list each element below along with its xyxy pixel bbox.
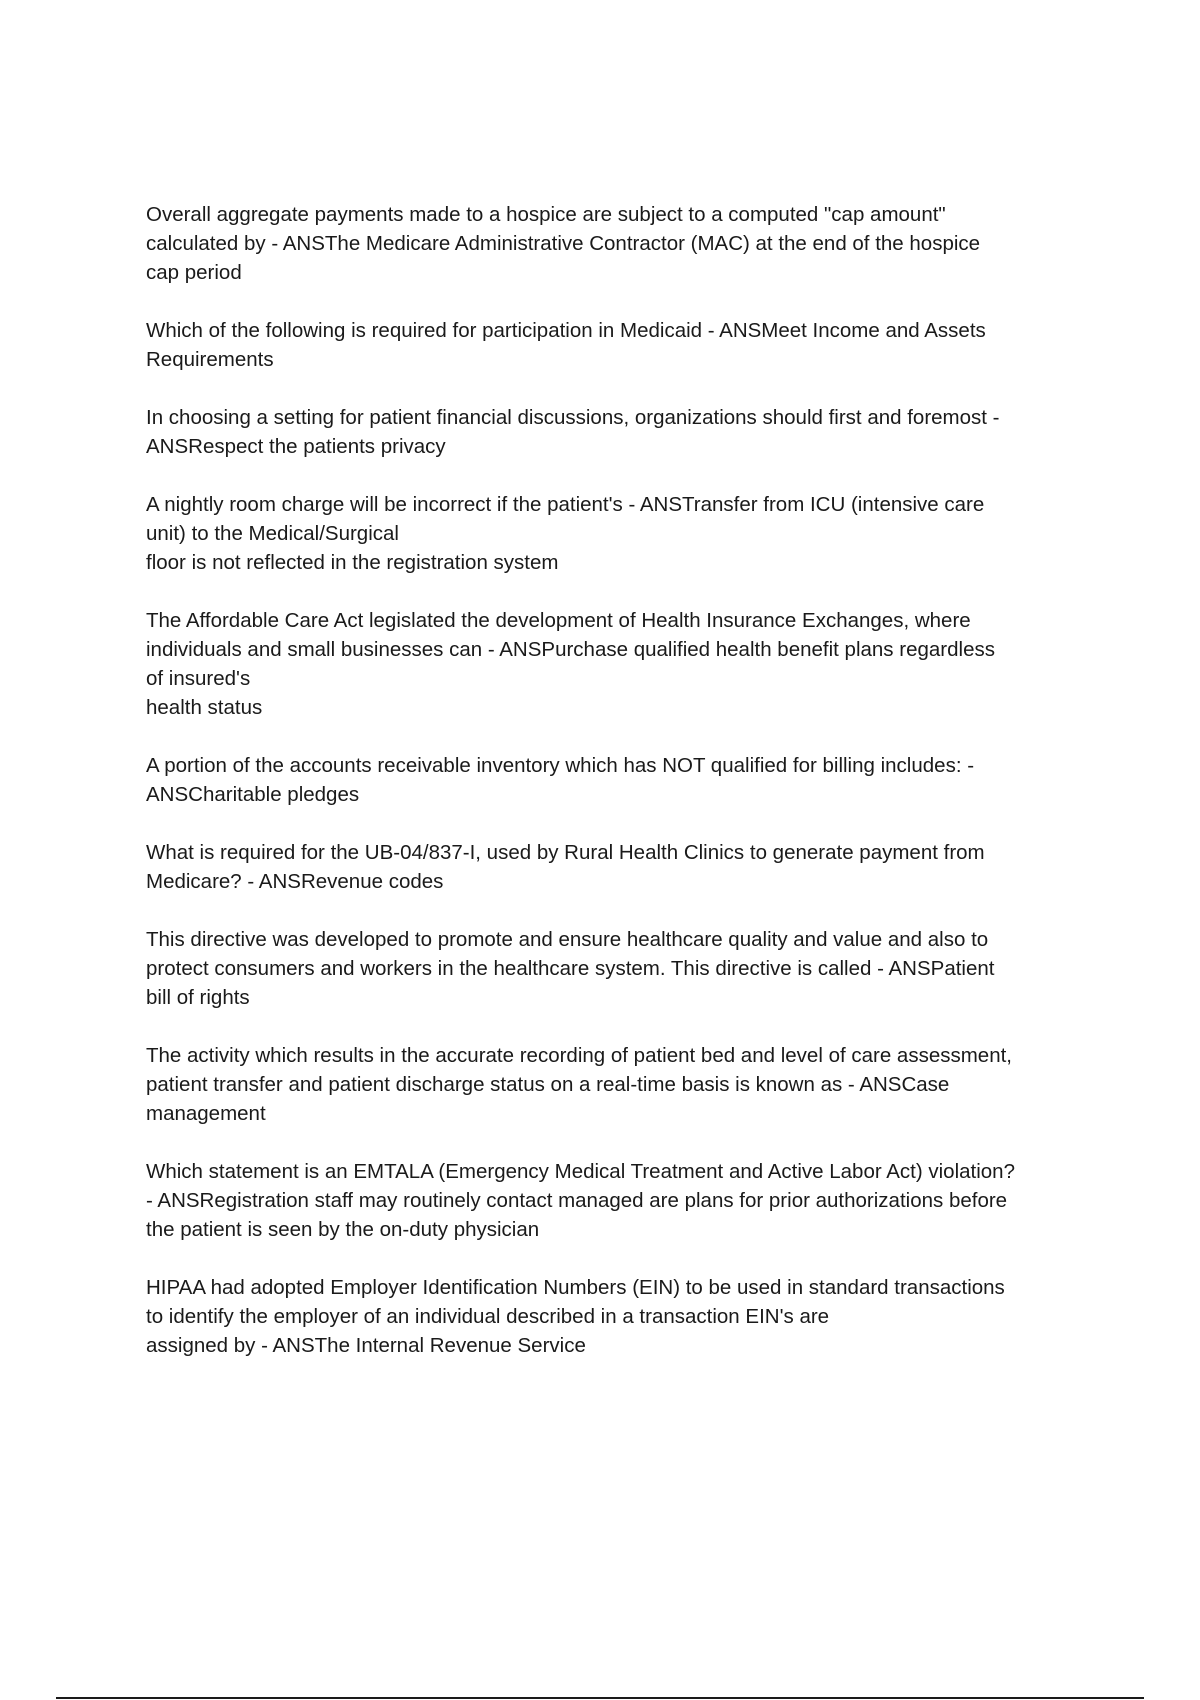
page-bottom-divider [56, 1697, 1144, 1699]
qa-text-line: patient transfer and patient discharge status on a real-time basis is known as - ANSCase [146, 1073, 950, 1096]
qa-text-line: protect consumers and workers in the healthcare system. This directive is called - ANSPatient [146, 957, 995, 980]
qa-entry [146, 751, 1090, 809]
qa-entry [146, 606, 1090, 722]
qa-entry [146, 316, 1090, 374]
qa-text-line: What is required for the UB-04/837-I, used by Rural Health Clinics to generate payment from [146, 841, 985, 864]
qa-text-line: Medicare? - ANSRevenue codes [146, 870, 444, 893]
qa-text-line: ANSCharitable pledges [146, 783, 360, 806]
qa-text-line: A portion of the accounts receivable inventory which has NOT qualified for billing includes: - [146, 754, 975, 777]
qa-text-line: health status [146, 696, 263, 719]
qa-text-line: floor is not reflected in the registration system [146, 551, 559, 574]
qa-entry [146, 490, 1090, 577]
qa-text-line: In choosing a setting for patient financial discussions, organizations should first and foremost - [146, 406, 1000, 429]
qa-entry [146, 200, 1090, 287]
qa-text-line: Overall aggregate payments made to a hospice are subject to a computed "cap amount" [146, 203, 946, 226]
qa-entry [146, 1273, 1090, 1360]
qa-text-line: This directive was developed to promote and ensure healthcare quality and value and also to [146, 928, 989, 951]
qa-text-line: - ANSRegistration staff may routinely contact managed are plans for prior authorizations before [146, 1189, 1008, 1212]
qa-text-line: management [146, 1102, 266, 1125]
qa-entry [146, 1041, 1090, 1128]
document-body [146, 200, 1090, 1389]
qa-entry [146, 925, 1090, 1012]
qa-text-line: A nightly room charge will be incorrect if the patient's - ANSTransfer from ICU (intensive care [146, 493, 985, 516]
qa-text-line: of insured's [146, 667, 251, 690]
qa-text-line: calculated by - ANSThe Medicare Administrative Contractor (MAC) at the end of the hospice [146, 232, 981, 255]
qa-entry [146, 838, 1090, 896]
qa-text-line: bill of rights [146, 986, 250, 1009]
qa-text-line: Which of the following is required for participation in Medicaid - ANSMeet Income and Assets [146, 319, 986, 342]
qa-text-line: Which statement is an EMTALA (Emergency Medical Treatment and Active Labor Act) violation? [146, 1160, 1015, 1183]
qa-entry [146, 403, 1090, 461]
qa-text-line: The Affordable Care Act legislated the development of Health Insurance Exchanges, where [146, 609, 971, 632]
qa-text-line: HIPAA had adopted Employer Identification Numbers (EIN) to be used in standard transactions [146, 1276, 1005, 1299]
qa-text-line: the patient is seen by the on-duty physician [146, 1218, 540, 1241]
qa-text-line: to identify the employer of an individual described in a transaction EIN's are [146, 1305, 830, 1328]
qa-text-line: cap period [146, 261, 242, 284]
qa-text-line: ANSRespect the patients privacy [146, 435, 446, 458]
qa-text-line: Requirements [146, 348, 274, 371]
qa-text-line: The activity which results in the accurate recording of patient bed and level of care assessment, [146, 1044, 1013, 1067]
qa-entry [146, 1157, 1090, 1244]
qa-text-line: individuals and small businesses can - ANSPurchase qualified health benefit plans regardless [146, 638, 995, 661]
qa-text-line: unit) to the Medical/Surgical [146, 522, 399, 545]
qa-text-line: assigned by - ANSThe Internal Revenue Service [146, 1334, 586, 1357]
